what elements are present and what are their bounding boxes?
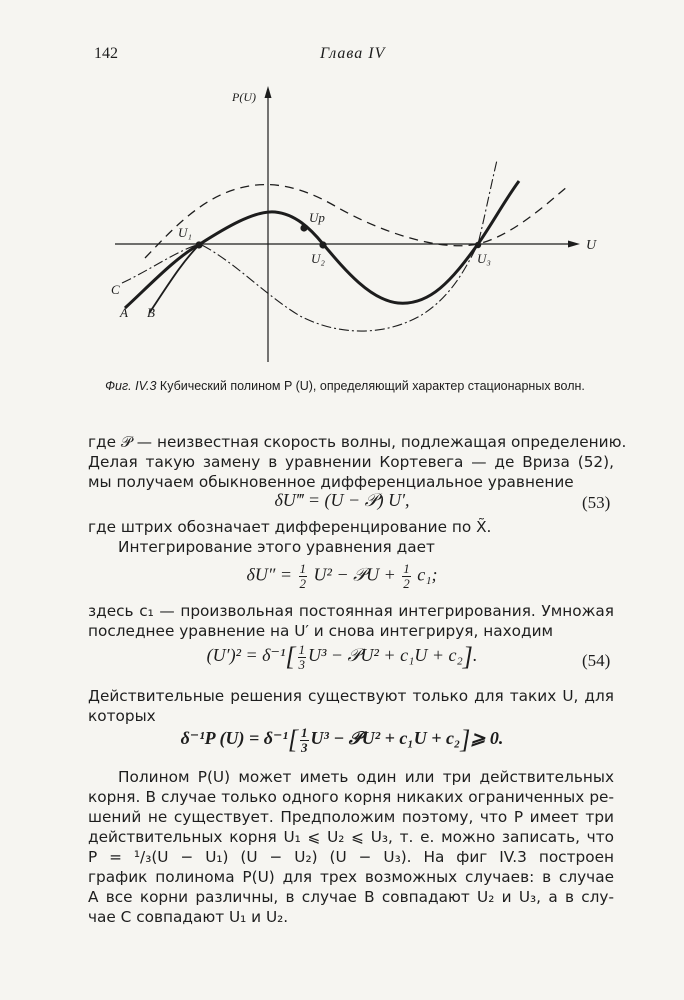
bracket-open: [ — [287, 725, 298, 754]
figure-cubic-polynomial — [0, 0, 684, 375]
body-line-5: Интегрирование этого уравнения дает — [118, 538, 435, 556]
para-line-4: действительных корня U₁ ⩽ U₂ ⩽ U₃, т. е. можно записать, что — [88, 828, 614, 846]
fraction-third — [298, 643, 307, 672]
caption-text: Кубический полином P (U), определяющий характер стационарных волн. — [159, 379, 585, 393]
eq55-right: ⩾ 0. — [470, 728, 504, 749]
body-line-4: где штрих обозначает дифференцирование по X̃. — [88, 518, 492, 536]
para-line-7: A все корни различны, в случае B совпадают U₂ и U₃, а в слу- — [88, 888, 614, 906]
bracket-open: [ — [285, 642, 296, 671]
equation-53-number: (53) — [582, 493, 611, 512]
axis-y-label: P(U) — [232, 90, 256, 104]
frac-num: 1 — [298, 641, 306, 657]
eq54-inner: U³ − 𝒫U² + c₁U + c₂ — [308, 645, 463, 666]
para-line-3: шений не существует. Предположим поэтому, что P имеет три — [88, 808, 614, 826]
body-line-3: мы получаем обыкновенное дифференциальное уравнение — [88, 473, 574, 491]
eq54-left: (U′)² = δ⁻¹ — [206, 645, 286, 666]
equation-53: δU‴ = (U − 𝒫) U′, — [274, 490, 410, 510]
point-u1 — [195, 241, 202, 248]
x-axis-arrow — [568, 241, 580, 248]
point-u3 — [475, 242, 481, 248]
point-up — [300, 224, 307, 231]
frac-den: 2 — [299, 576, 307, 591]
frac-den: 3 — [298, 656, 306, 672]
frac-num: 1 — [301, 724, 308, 740]
label-up: Up — [309, 210, 325, 225]
caption-label: Фиг. IV.3 — [105, 379, 157, 393]
label-curve-b: B — [147, 305, 155, 320]
frac-num: 1 — [299, 561, 307, 576]
para-line-2: корня. В случае только одного корня никаких ограниченных ре- — [88, 788, 614, 806]
y-axis-arrow — [265, 86, 272, 98]
bracket-close: ] — [462, 642, 473, 671]
eq-a-mid: U² − 𝒫U + — [313, 564, 396, 585]
eq-a-right: c₁; — [417, 564, 438, 585]
bracket-close: ] — [460, 725, 471, 754]
para-line-6: график полинома P(U) для трех возможных случаев: в случае — [88, 868, 614, 886]
label-curve-c: C — [111, 282, 120, 297]
label-curve-a: A — [120, 305, 128, 320]
fraction-half-2 — [402, 562, 411, 591]
body-line-6: здесь c₁ — произвольная постоянная интегрирования. Умножая — [88, 602, 614, 620]
eq55-inner: U³ − 𝒫U² + c₁U + c₂ — [310, 728, 461, 749]
para-line-8: чае C совпадают U₁ и U₂. — [88, 908, 289, 926]
frac-den: 3 — [301, 739, 308, 755]
fraction-half-1 — [299, 562, 308, 591]
page-number: 142 — [94, 45, 118, 62]
curve-dashdot-lower — [122, 160, 497, 331]
equation-inequality — [0, 725, 684, 755]
fraction-third — [300, 726, 309, 755]
body-line-7: последнее уравнение на U′ и снова интегрируя, находим — [88, 622, 554, 640]
equation-integral — [0, 562, 684, 591]
curve-dashed-upper — [145, 185, 568, 258]
frac-den: 2 — [403, 576, 410, 591]
label-u2: U₂ — [311, 251, 325, 266]
eq-a-left: δU″ = — [246, 564, 293, 585]
body-line-2: Делая такую замену в уравнении Кортевега — де Вриза (52), — [88, 453, 614, 471]
eq55-left: δ⁻¹P (U) = δ⁻¹ — [180, 728, 288, 749]
label-u1: U₁ — [178, 225, 192, 240]
figure-caption — [80, 378, 610, 395]
para-line-5: P = ¹/₃(U − U₁) (U − U₂) (U − U₃). На фиг IV.3 построен — [88, 848, 614, 866]
body-line-1: где 𝒫 — неизвестная скорость волны, подлежащая определению. — [88, 433, 627, 451]
eq54-end: . — [472, 645, 478, 666]
body-line-8: Действительные решения существуют только для таких U, для — [88, 687, 614, 705]
body-line-9: которых — [88, 707, 156, 725]
point-u2 — [319, 241, 326, 248]
label-u3: U₃ — [477, 251, 491, 266]
equation-54-number: (54) — [582, 651, 611, 670]
para-line-1: Полином P(U) может иметь один или три действительных — [118, 768, 614, 786]
axis-x-label: U — [586, 238, 597, 253]
frac-num: 1 — [403, 561, 410, 576]
running-head: Глава IV — [320, 45, 386, 62]
